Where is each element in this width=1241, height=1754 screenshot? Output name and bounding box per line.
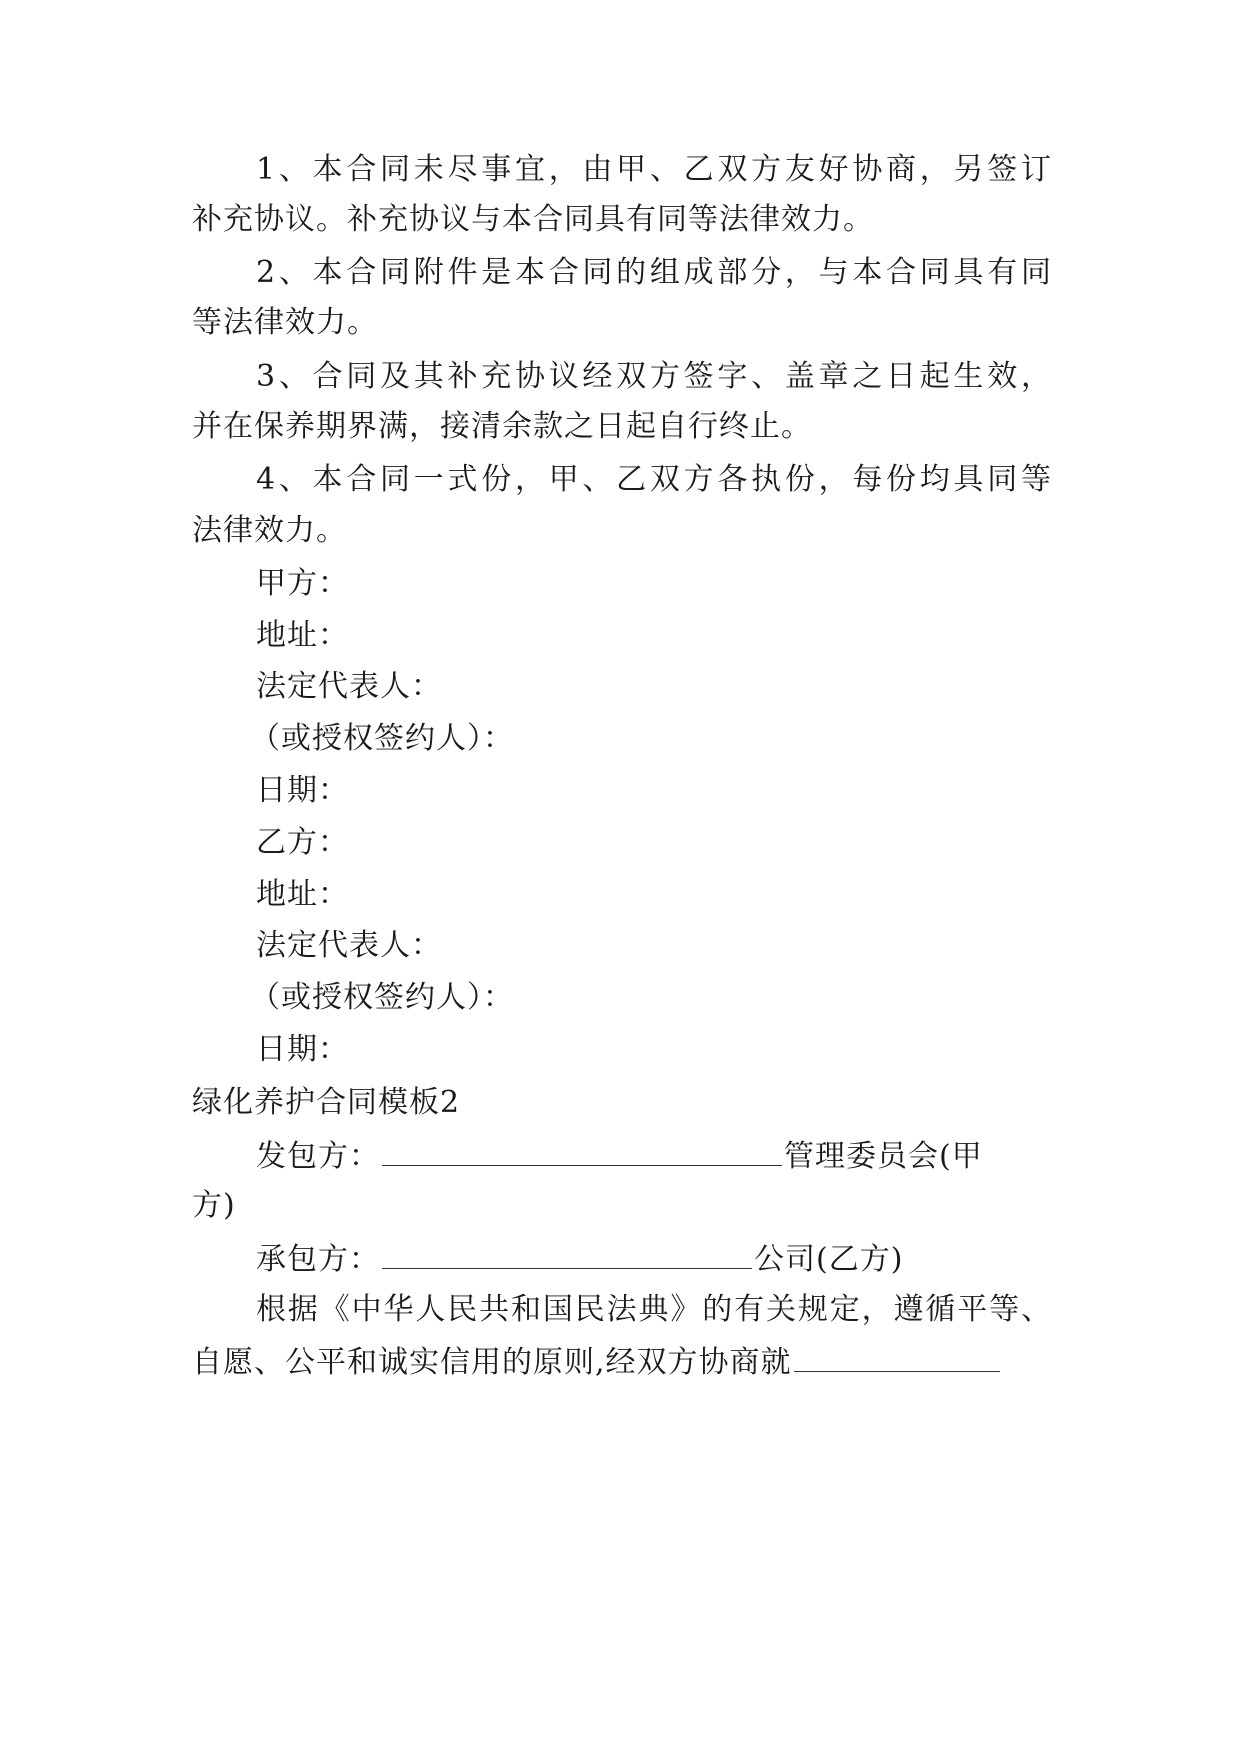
party-b-address-label: 地址： xyxy=(256,877,349,912)
party-a-label: 甲方： xyxy=(256,566,349,601)
paragraph-3-line-2: 并在保养期界满，接清余款之日起自行终止。 xyxy=(192,409,812,444)
template-2-title: 绿化养护合同模板2 xyxy=(192,1085,461,1120)
contractor-blank xyxy=(382,1238,752,1269)
basis-line-2 xyxy=(192,1341,1052,1381)
issuer-line xyxy=(256,1135,1052,1175)
party-b-date-label: 日期： xyxy=(256,1032,349,1067)
contractor-line xyxy=(256,1238,1052,1278)
issuer-blank xyxy=(382,1135,782,1166)
paragraph-2-line-1: 2、本合同附件是本合同的组成部分，与本合同具有同 xyxy=(256,255,1052,290)
party-a-address-label: 地址： xyxy=(256,618,349,653)
paragraph-1-line-2: 补充协议。补充协议与本合同具有同等法律效力。 xyxy=(192,202,874,237)
paragraph-4-line-1: 4、本合同一式份，甲、乙双方各执份，每份均具同等 xyxy=(256,462,1052,497)
paragraph-1-line-1: 1、本合同未尽事宜，由甲、乙双方友好协商，另签订 xyxy=(256,152,1052,187)
contractor-suffix: 公司(乙方) xyxy=(754,1242,904,1277)
party-b-legal-rep-label: 法定代表人： xyxy=(256,928,442,963)
issuer-suffix: 管理委员会(甲 xyxy=(784,1139,983,1174)
paragraph-2-line-2: 等法律效力。 xyxy=(192,305,378,340)
party-b-label: 乙方： xyxy=(256,825,349,860)
basis-blank xyxy=(794,1341,1000,1372)
contractor-label: 承包方： xyxy=(256,1242,380,1277)
party-b-authorized-label: （或授权签约人）： xyxy=(250,980,514,1015)
basis-line-2-text: 自愿、公平和诚实信用的原则,经双方协商就 xyxy=(192,1345,792,1380)
issuer-suffix-line-2: 方) xyxy=(192,1188,236,1223)
basis-line-1: 根据《中华人民共和国民法典》的有关规定，遵循平等、 xyxy=(256,1292,1052,1327)
paragraph-4-line-2: 法律效力。 xyxy=(192,513,347,548)
party-a-date-label: 日期： xyxy=(256,773,349,808)
issuer-label: 发包方： xyxy=(256,1139,380,1174)
party-a-authorized-label: （或授权签约人）： xyxy=(250,721,514,756)
paragraph-3-line-1: 3、合同及其补充协议经双方签字、盖章之日起生效， xyxy=(256,359,1052,394)
party-a-legal-rep-label: 法定代表人： xyxy=(256,669,442,704)
